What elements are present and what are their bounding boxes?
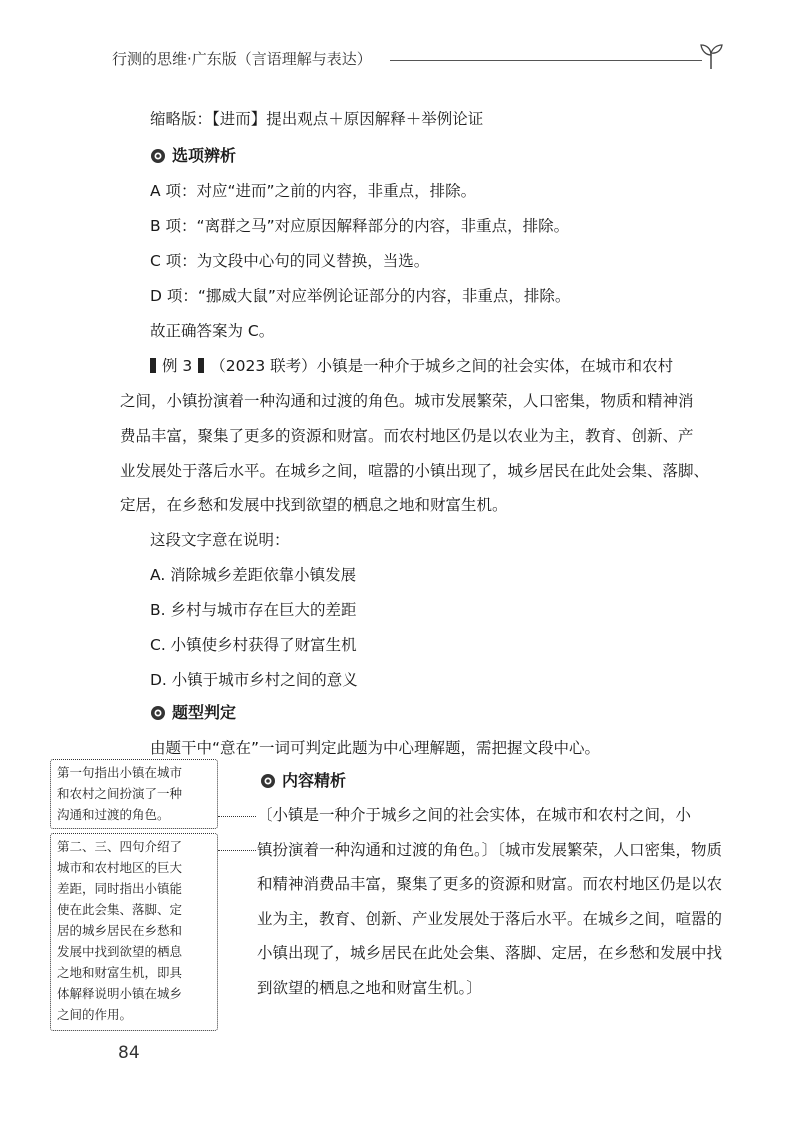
example-first-line — [150, 355, 673, 377]
option-analysis-item: A 项：对应“进而”之前的内容，非重点，排除。 — [150, 182, 477, 200]
type-judgment-text: 由题干中“意在”一词可判定此题为中心理解题，需把握文段中心。 — [150, 739, 601, 757]
section-badge-icon — [150, 705, 166, 721]
example-question: 这段文字意在说明： — [150, 531, 290, 549]
page-header — [112, 40, 724, 80]
example-option-a: A. 消除城乡差距依靠小镇发展 — [150, 566, 357, 584]
example-text-line: 业发展处于落后水平。在城乡之间，喧嚣的小镇出现了，城乡居民在此处会集、落脚、 — [120, 462, 710, 480]
note-connector — [218, 816, 256, 817]
sprout-icon — [698, 40, 724, 70]
example-text-line: 小镇是一种介于城乡之间的社会实体，在城市和农村 — [316, 357, 674, 375]
side-note-line: 之间的作用。 — [57, 1007, 133, 1022]
example-option-c: C. 小镇使乡村获得了财富生机 — [150, 636, 357, 654]
option-analysis-item: D 项：“挪威大鼠”对应举例论证部分的内容，非重点，排除。 — [150, 287, 571, 305]
page-number: 84 — [118, 1043, 140, 1063]
content-analysis-line: 到欲望的栖息之地和财富生机。〕 — [257, 979, 482, 997]
section-badge-icon — [260, 773, 276, 789]
section-badge-icon — [150, 148, 166, 164]
example-label: 例 3 — [162, 357, 193, 375]
example-option-d: D. 小镇于城市乡村之间的意义 — [150, 671, 358, 689]
side-note-line: 城市和农村地区的巨大 — [57, 860, 183, 875]
example-marker-left — [150, 358, 156, 373]
header-title: 行测的思维·广东版（言语理解与表达） — [112, 50, 372, 68]
summary-line: 缩略版：【进而】提出观点＋原因解释＋举例论证 — [150, 110, 484, 128]
side-note-line: 居的城乡居民在乡愁和 — [57, 923, 183, 938]
option-analysis-item: B 项：“离群之马”对应原因解释部分的内容，非重点，排除。 — [150, 217, 570, 235]
content-analysis-line: 业为主，教育、创新、产业发展处于落后水平。在城乡之间，喧嚣的 — [257, 910, 723, 928]
answer-conclusion: 故正确答案为 C。 — [150, 322, 275, 340]
side-note-line: 差距，同时指出小镇能 — [57, 881, 183, 896]
header-rule — [390, 60, 702, 61]
content-analysis-heading — [260, 770, 346, 792]
option-analysis-item: C 项：为文段中心句的同义替换，当选。 — [150, 252, 430, 270]
side-note-second — [50, 833, 218, 1031]
type-judgment-title: 题型判定 — [172, 703, 237, 722]
option-analysis-heading — [150, 145, 236, 167]
side-note-line: 沟通和过渡的角色。 — [57, 807, 170, 822]
example-text-line: 费品丰富，聚集了更多的资源和财富。而农村地区仍是以农业为主，教育、创新、产 — [120, 427, 694, 445]
side-note-line: 使在此会集、落脚、定 — [57, 902, 183, 917]
side-note-line: 之地和财富生机，即具 — [57, 965, 183, 980]
content-analysis-line: 〔小镇是一种介于城乡之间的社会实体，在城市和农村之间，小 — [257, 806, 692, 824]
example-text-line: 定居，在乡愁和发展中找到欲望的栖息之地和财富生机。 — [120, 496, 508, 514]
example-option-b: B. 乡村与城市存在巨大的差距 — [150, 601, 357, 619]
side-note-line: 第一句指出小镇在城市 — [57, 765, 183, 780]
option-analysis-title: 选项辨析 — [172, 146, 237, 165]
side-note-line: 第二、三、四句介绍了 — [57, 839, 183, 854]
example-source: （2023 联考） — [210, 357, 317, 375]
side-note-first — [50, 759, 218, 829]
side-note-line: 体解释说明小镇在城乡 — [57, 986, 183, 1001]
side-note-line: 发展中找到欲望的栖息 — [57, 944, 183, 959]
content-analysis-line: 和精神消费品丰富，聚集了更多的资源和财富。而农村地区仍是以农 — [257, 875, 723, 893]
example-marker-right — [198, 358, 204, 373]
note-connector — [218, 850, 256, 851]
content-analysis-line: 小镇出现了，城乡居民在此处会集、落脚、定居，在乡愁和发展中找 — [257, 944, 723, 962]
side-note-line: 和农村之间扮演了一种 — [57, 786, 183, 801]
content-analysis-line: 镇扮演着一种沟通和过渡的角色。〕〔城市发展繁荣，人口密集，物质 — [257, 841, 723, 859]
example-text-line: 之间，小镇扮演着一种沟通和过渡的角色。城市发展繁荣，人口密集，物质和精神消 — [120, 392, 694, 410]
type-judgment-heading — [150, 702, 236, 724]
content-analysis-title: 内容精析 — [282, 771, 347, 790]
